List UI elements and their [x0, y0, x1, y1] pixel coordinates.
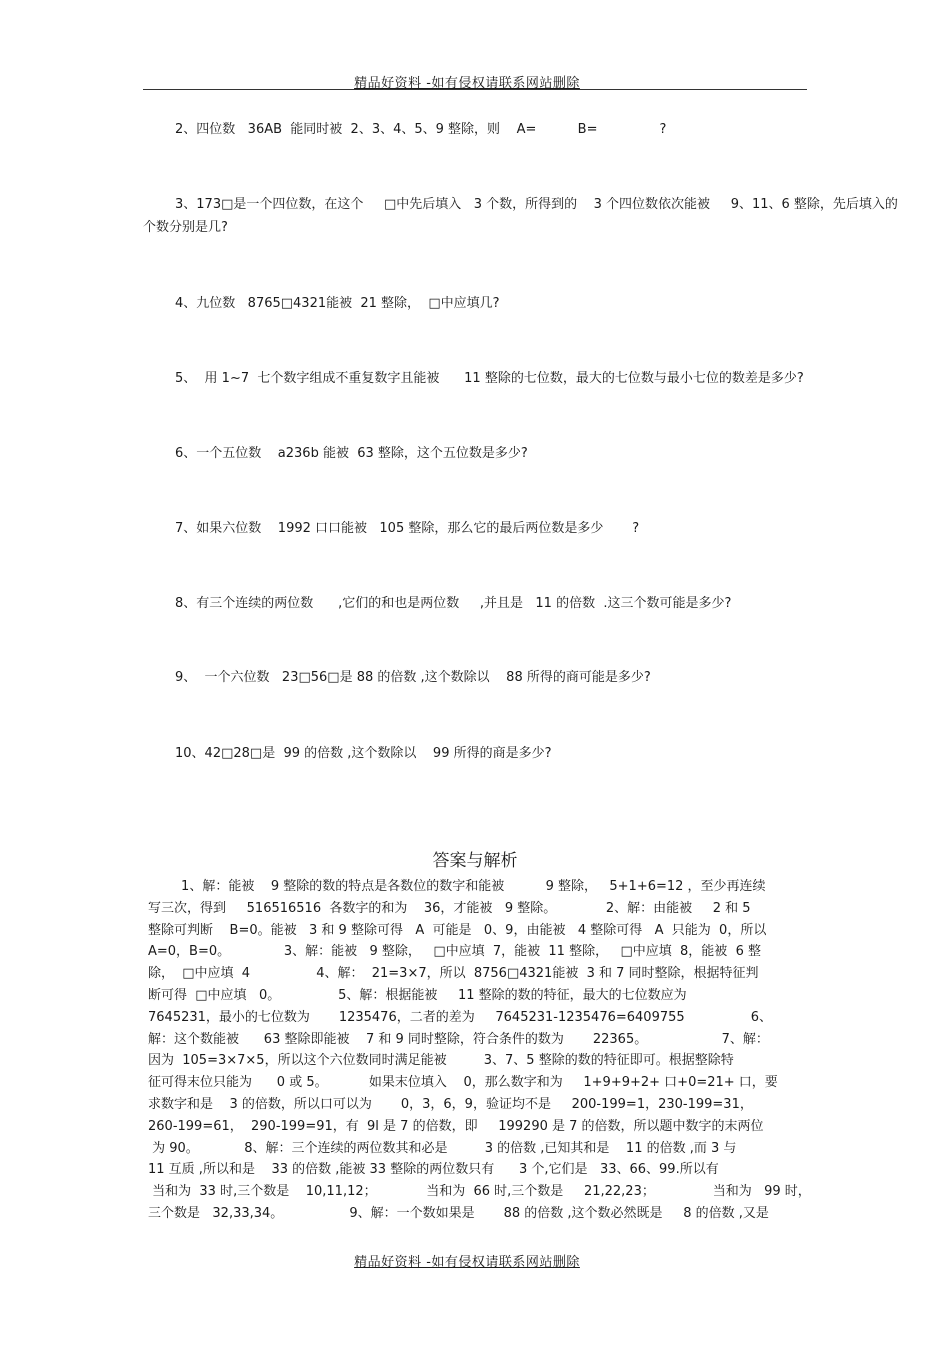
answer-line: A=0，B=0。 3、解：能被 9 整除， □中应填 7，能被 11 整除， □中应填 8，能被 6 整 [148, 944, 761, 960]
answer-line: 为 90。 8、解：三个连续的两位数其和必是 3 的倍数 ,已知其和是 11 的倍数 ,而 3 与 [148, 1140, 737, 1156]
answer-line: 求数字和是 3 的倍数，所以口可以为 0，3，6，9，验证均不是 200-199=1，230-199=31， [148, 1096, 753, 1112]
question-8: 8、有三个连续的两位数 ,它们的和也是两位数 ,并且是 11 的倍数 .这三个数可能是多少? [175, 596, 732, 611]
answer-line: 1、解：能被 9 整除的数的特点是各数位的数字和能被 9 整除， 5+1+6=12 ，至少再连续 [148, 879, 766, 894]
question-5: 5、 用 1~7 七个数字组成不重复数字且能被 11 整除的七位数，最大的七位数与最小七位的数差是多少? [175, 371, 804, 386]
question-6: 6、一个五位数 a236b 能被 63 整除，这个五位数是多少? [175, 446, 528, 461]
header-text: 精品好资料 -如有侵权请联系网站删除 [354, 76, 580, 91]
question-2: 2、四位数 36AB 能同时被 2、3、4、5、9 整除，则 A= B= ? [175, 122, 667, 137]
answer-line: 三个数是 32,33,34。 9、解：一个数如果是 88 的倍数 ,这个数必然既是 8 的倍数 ,又是 [148, 1205, 769, 1221]
question-7: 7、如果六位数 1992 口口能被 105 整除，那么它的最后两位数是多少 ? [175, 521, 640, 536]
answer-line: 断可得 □中应填 0。 5、解：根据能被 11 整除的数的特征，最大的七位数应为 [148, 987, 687, 1003]
answer-line: 解：这个数能被 63 整除即能被 7 和 9 同时整除，符合条件的数为 22365。 7、解： [148, 1031, 769, 1047]
question-3-line-2: 个数分别是几? [143, 220, 228, 235]
answer-line: 征可得末位只能为 0 或 5。 如果末位填入 0，那么数字和为 1+9+9+2+ 口+0=21+ 口，要 [148, 1075, 778, 1091]
header-rule [143, 89, 807, 90]
answer-line: 7645231，最小的七位数为 1235476，二者的差为 7645231-1235476=6409755 6、 [148, 1009, 773, 1025]
answer-line: 整除可判断 B=0。能被 3 和 9 整除可得 A 可能是 0、9，由能被 4 整除可得 A 只能为 0，所以 [148, 922, 767, 938]
answer-line: 当和为 33 时,三个数是 10,11,12； 当和为 66 时,三个数是 21,22,23； 当和为 99 时， [148, 1184, 811, 1200]
question-3-line-1: 3、173□是一个四位数，在这个 □中先后填入 3 个数，所得到的 3 个四位数依次能被 9、11、6 整除，先后填入的 [175, 197, 898, 212]
footer-text: 精品好资料 -如有侵权请联系网站删除 [354, 1255, 580, 1270]
answer-line: 因为 105=3×7×5，所以这个六位数同时满足能被 3、7、5 整除的数的特征即可。根据整除特 [148, 1053, 734, 1069]
answer-line: 260-199=61， 290-199=91，有 9l 是 7 的倍数，即 199290 是 7 的倍数，所以题中数字的末两位 [148, 1118, 764, 1134]
answer-line: 写三次，得到 516516516 各数字的和为 36，才能被 9 整除。 2、解：由能被 2 和 5 [148, 900, 751, 916]
answer-line: 除， □中应填 4 4、解： 21=3×7，所以 8756□4321能被 3 和 7 同时整除，根据特征判 [148, 966, 759, 982]
question-10: 10、42□28□是 99 的倍数 ,这个数除以 99 所得的商是多少? [175, 746, 552, 761]
answer-line: 11 互质 ,所以和是 33 的倍数 ,能被 33 整除的两位数只有 3 个,它们是 33、66、99.所以有 [148, 1162, 719, 1178]
question-4: 4、九位数 8765□4321能被 21 整除， □中应填几? [175, 296, 500, 311]
question-9: 9、 一个六位数 23□56□是 88 的倍数 ,这个数除以 88 所得的商可能是多少? [175, 670, 651, 685]
answer-body [148, 876, 811, 1225]
answer-title: 答案与解析 [432, 851, 518, 871]
page-footer [0, 1251, 950, 1270]
